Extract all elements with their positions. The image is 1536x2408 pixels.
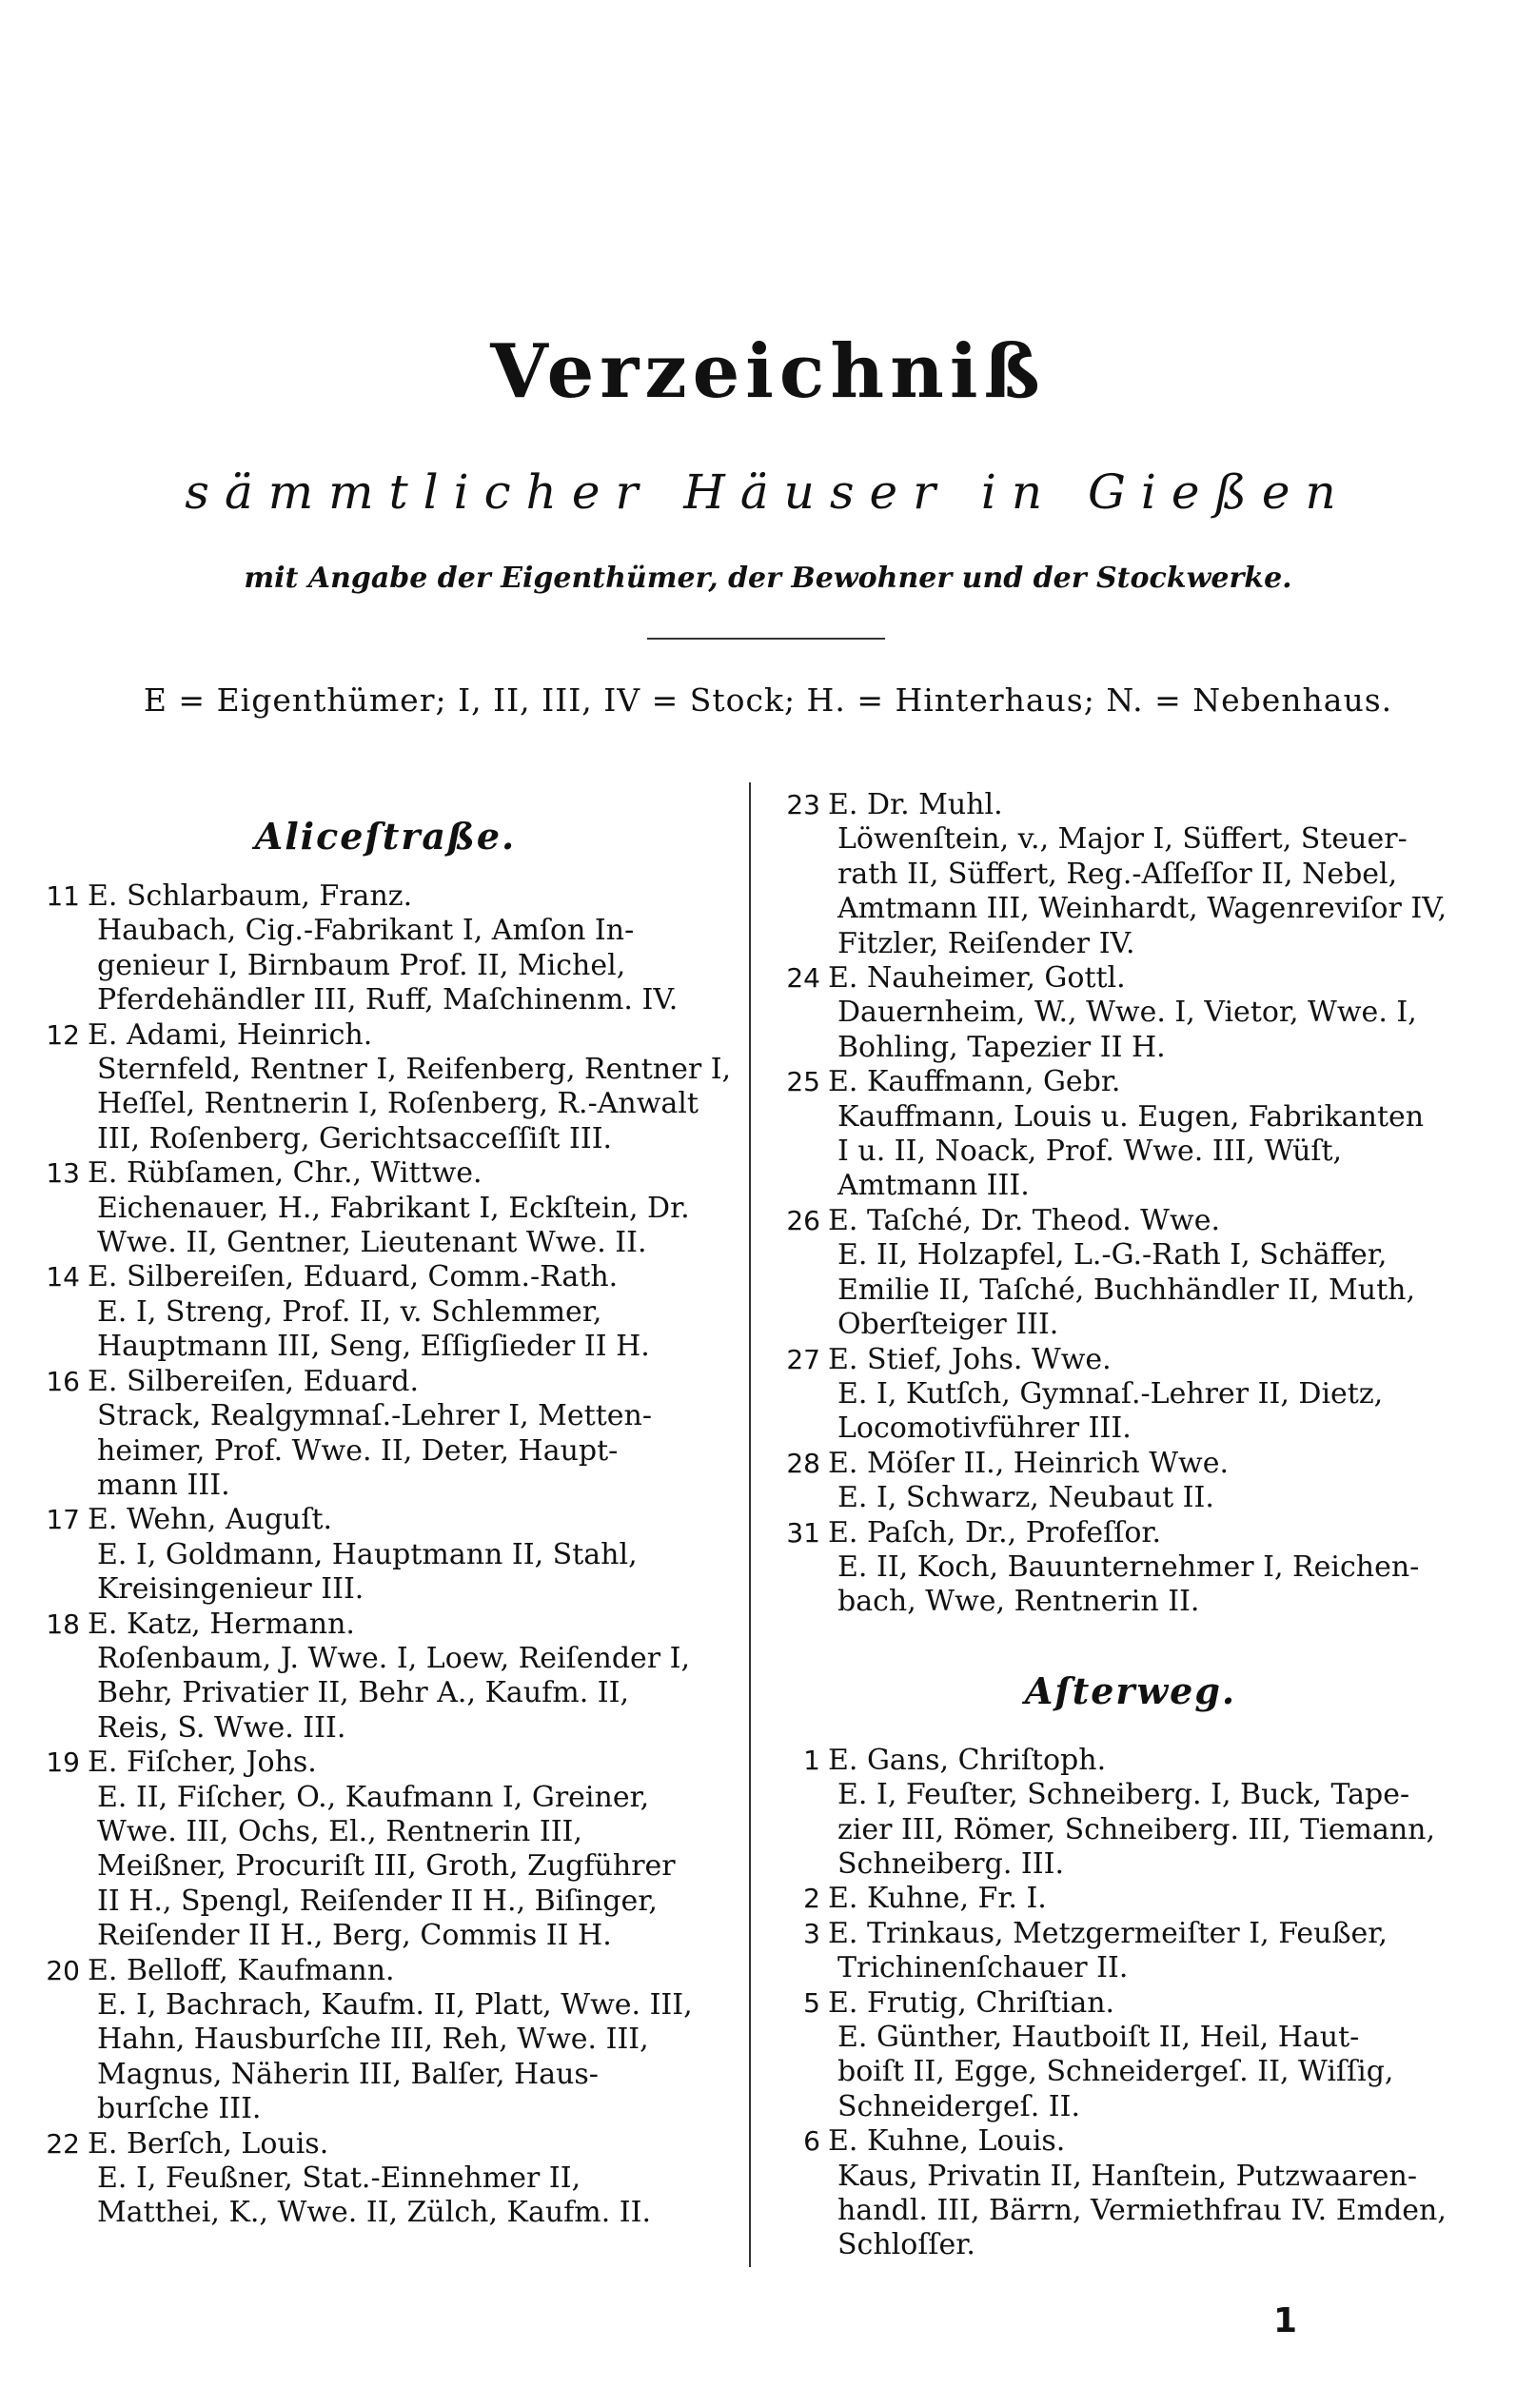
owner-line: E. Kuhne, Louis. [828, 2124, 1066, 2159]
resident-line: Haubach, Cig.-Fabrikant I, Amſon In- [97, 914, 635, 948]
house-number: 28 [786, 1447, 820, 1479]
page-title: Verzeichniß [490, 328, 1046, 415]
house-entry [38, 1156, 733, 1260]
house-number: 6 [803, 2125, 820, 2158]
resident-line: Trichinenſchauer II. [837, 1951, 1129, 1985]
house-number: 12 [46, 1018, 80, 1051]
page-number: 1 [1273, 2301, 1298, 2340]
resident-line: I u. II, Noack, Prof. Wwe. III, Wüſt, [837, 1135, 1343, 1169]
resident-line: E. I, Bachrach, Kaufm. II, Platt, Wwe. III, [97, 1988, 693, 2022]
resident-line: E. I, Kutſch, Gymnaſ.-Lehrer II, Dietz, [837, 1376, 1384, 1411]
house-entry [778, 1917, 1483, 1986]
left-column [38, 788, 733, 2231]
house-entry [778, 1516, 1483, 1620]
resident-line: heimer, Prof. Wwe. II, Deter, Haupt- [97, 1433, 619, 1468]
owner-line: E. Stief, Johs. Wwe. [828, 1342, 1112, 1376]
house-entry [38, 1503, 733, 1607]
resident-line: Schloſſer. [837, 2228, 975, 2262]
house-entry [38, 1365, 733, 1504]
house-entry [38, 1608, 733, 1747]
resident-line: E. II, Fiſcher, O., Kaufmann I, Greiner, [97, 1780, 650, 1814]
resident-line: genieur I, Birnbaum Prof. II, Michel, [97, 948, 626, 982]
house-entry [778, 1065, 1483, 1204]
house-entry [778, 788, 1483, 961]
house-entry [38, 2127, 733, 2231]
owner-line: E. Belloff, Kaufmann. [88, 1953, 395, 1987]
house-number: 20 [46, 1954, 80, 1986]
right-entries-bottom [778, 1744, 1483, 2263]
resident-line: Dauernheim, W., Wwe. I, Vietor, Wwe. I, [837, 996, 1417, 1030]
resident-line: E. II, Koch, Bauunternehmer I, Reichen- [837, 1549, 1420, 1584]
house-number: 25 [786, 1066, 820, 1098]
resident-line: E. I, Feußner, Stat.-Einnehmer II, [97, 2161, 581, 2196]
title-rule [647, 638, 885, 640]
legend: E = Eigenthümer; I, II, III, IV = Stock; H. = Hinterhaus; N. = Nebenhaus. [143, 681, 1393, 719]
resident-line: bach, Wwe, Rentnerin II. [837, 1585, 1200, 1619]
resident-line: Strack, Realgymnaſ.-Lehrer I, Metten- [97, 1399, 652, 1433]
resident-line: Fitzler, Reiſender IV. [837, 926, 1135, 960]
house-entry [38, 1746, 733, 1953]
resident-line: Kauffmann, Louis u. Eugen, Fabrikanten [837, 1099, 1425, 1134]
resident-line: Kaus, Privatin II, Hanſtein, Putzwaaren- [837, 2159, 1417, 2193]
house-entry [38, 1260, 733, 1364]
resident-line: E. II, Holzapfel, L.-G.-Rath I, Schäffer, [837, 1238, 1388, 1273]
right-entries-top [778, 788, 1483, 1620]
owner-line: E. Dr. Muhl. [828, 788, 1003, 821]
house-entry [778, 1986, 1483, 2125]
resident-line: E. I, Streng, Prof. II, v. Schlemmer, [97, 1294, 602, 1329]
resident-line: II H., Spengl, Reiſender II H., Biſinger, [97, 1884, 658, 1918]
owner-line: E. Berſch, Louis. [88, 2126, 329, 2161]
house-entry [778, 1204, 1483, 1343]
right-column [778, 788, 1483, 2263]
left-entries [38, 879, 733, 2231]
resident-line: Roſenbaum, J. Wwe. I, Loew, Reiſender I, [97, 1641, 691, 1675]
street-heading-alicestrasse: Aliceſtraße. [254, 815, 517, 858]
owner-line: E. Adami, Heinrich. [88, 1017, 373, 1052]
house-number: 31 [786, 1516, 820, 1549]
owner-line: E. Paſch, Dr., Profeſſor. [828, 1515, 1161, 1549]
owner-line: E. Wehn, Auguſt. [88, 1503, 333, 1537]
resident-line: III, Roſenberg, Gerichtsacceſſiſt III. [97, 1121, 613, 1155]
resident-line: Schneiberg. III. [837, 1846, 1065, 1881]
house-entry [38, 1954, 733, 2127]
resident-line: Matthei, K., Wwe. II, Zülch, Kaufm. II. [97, 2196, 652, 2230]
house-number: 27 [786, 1343, 820, 1375]
resident-line: Behr, Privatier II, Behr A., Kaufm. II, [97, 1676, 629, 1710]
resident-line: Oberſteiger III. [837, 1308, 1059, 1342]
house-entry [778, 2124, 1483, 2263]
resident-line: E. Günther, Hautboiſt II, Heil, Haut- [837, 2021, 1360, 2054]
house-entry [778, 1447, 1483, 1516]
owner-line: E. Rübſamen, Chr., Wittwe. [88, 1156, 482, 1191]
owner-line: E. Kauffmann, Gebr. [828, 1065, 1121, 1099]
house-number: 19 [46, 1747, 80, 1779]
resident-line: Meißner, Procuriſt III, Groth, Zugführer [97, 1849, 676, 1884]
house-number: 18 [46, 1608, 80, 1640]
house-number: 17 [46, 1504, 80, 1536]
owner-line: E. Silbereiſen, Eduard. [88, 1364, 420, 1398]
house-entry [778, 1744, 1483, 1883]
owner-line: E. Gans, Chriſtoph. [828, 1743, 1107, 1777]
resident-line: Emilie II, Taſché, Buchhändler II, Muth, [837, 1273, 1415, 1307]
resident-line: handl. III, Bärrn, Vermiethfrau IV. Emden, [837, 2194, 1447, 2228]
resident-line: Magnus, Näherin III, Balſer, Haus- [97, 2057, 599, 2091]
owner-line: E. Frutig, Chriſtian. [828, 1985, 1115, 2020]
resident-line: E. I, Schwarz, Neubaut II. [837, 1481, 1214, 1515]
resident-line: Wwe. III, Ochs, El., Rentnerin III, [97, 1814, 582, 1848]
house-number: 5 [803, 1986, 820, 2019]
owner-line: E. Schlarbaum, Franz. [88, 879, 413, 913]
house-number: 26 [786, 1204, 820, 1236]
owner-line: E. Kuhne, Fr. I. [828, 1882, 1047, 1916]
house-number: 22 [46, 2127, 80, 2160]
house-entry [778, 1882, 1483, 1916]
resident-line: Hahn, Hausburſche III, Reh, Wwe. III, [97, 2023, 649, 2057]
house-number: 13 [46, 1157, 80, 1190]
house-number: 11 [46, 880, 80, 912]
resident-line: mann III. [97, 1468, 230, 1502]
resident-line: zier III, Römer, Schneiberg. III, Tiemann, [837, 1812, 1436, 1846]
house-entry [38, 1018, 733, 1157]
owner-line: E. Nauheimer, Gottl. [828, 961, 1126, 996]
resident-line: Wwe. II, Gentner, Lieutenant Wwe. II. [97, 1226, 647, 1260]
resident-line: Schneidergeſ. II. [837, 2089, 1081, 2123]
resident-line: Eichenauer, H., Fabrikant I, Eckſtein, Dr. [97, 1191, 690, 1225]
house-entry [38, 879, 733, 1018]
street-heading-asterweg: Aſterweg. [1024, 1668, 1237, 1712]
owner-line: E. Taſché, Dr. Theod. Wwe. [828, 1203, 1220, 1237]
owner-line: E. Möſer II., Heinrich Wwe. [828, 1446, 1230, 1480]
house-number: 1 [803, 1744, 820, 1776]
resident-line: Reis, S. Wwe. III. [97, 1710, 346, 1745]
resident-line: Reiſender II H., Berg, Commis II H. [97, 1919, 612, 1953]
resident-line: Locomotivführer III. [837, 1411, 1132, 1446]
house-entry [778, 961, 1483, 1065]
house-number: 23 [786, 789, 820, 820]
resident-line: Heſſel, Rentnerin I, Roſenberg, R.-Anwalt [97, 1087, 699, 1121]
owner-line: E. Trinkaus, Metzgermeiſter I, Feußer, [828, 1916, 1388, 1950]
house-number: 3 [803, 1917, 820, 1949]
house-number: 2 [803, 1883, 820, 1915]
house-number: 16 [46, 1365, 80, 1397]
resident-line: Bohling, Tapezier II H. [837, 1030, 1166, 1064]
column-divider [749, 782, 751, 2267]
resident-line: Löwenſtein, v., Major I, Süffert, Steuer- [837, 822, 1408, 857]
owner-line: E. Silbereiſen, Eduard, Comm.-Rath. [88, 1260, 619, 1294]
house-entry [778, 1343, 1483, 1447]
owner-line: E. Fiſcher, Johs. [88, 1746, 317, 1780]
resident-line: Amtmann III. [837, 1169, 1030, 1203]
house-number: 14 [46, 1261, 80, 1293]
resident-line: Sternfeld, Rentner I, Reifenberg, Rentner I, [97, 1053, 732, 1087]
resident-line: rath II, Süffert, Reg.-Aſſeſſor II, Nebel, [837, 857, 1398, 891]
resident-line: Kreisingenieur III. [97, 1572, 364, 1607]
page-subsubtitle: mit Angabe der Eigenthümer, der Bewohner und der Stockwerke. [244, 562, 1292, 595]
resident-line: Amtmann III, Weinhardt, Wagenreviſor IV, [837, 892, 1447, 926]
resident-line: boiſt II, Egge, Schneidergeſ. II, Wiſſig, [837, 2055, 1394, 2089]
page-subtitle: sämmtlicher Häuser in Gießen [185, 464, 1351, 520]
resident-line: Pferdehändler III, Ruff, Maſchinenm. IV. [97, 983, 679, 1017]
resident-line: E. I, Feuſter, Schneiberg. I, Buck, Tape- [837, 1778, 1410, 1812]
owner-line: E. Katz, Hermann. [88, 1607, 355, 1641]
resident-line: burſche III. [97, 2092, 262, 2126]
resident-line: E. I, Goldmann, Hauptmann II, Stahl, [97, 1537, 638, 1571]
house-number: 24 [786, 962, 820, 995]
resident-line: Hauptmann III, Seng, Eſſigſieder II H. [97, 1330, 650, 1364]
